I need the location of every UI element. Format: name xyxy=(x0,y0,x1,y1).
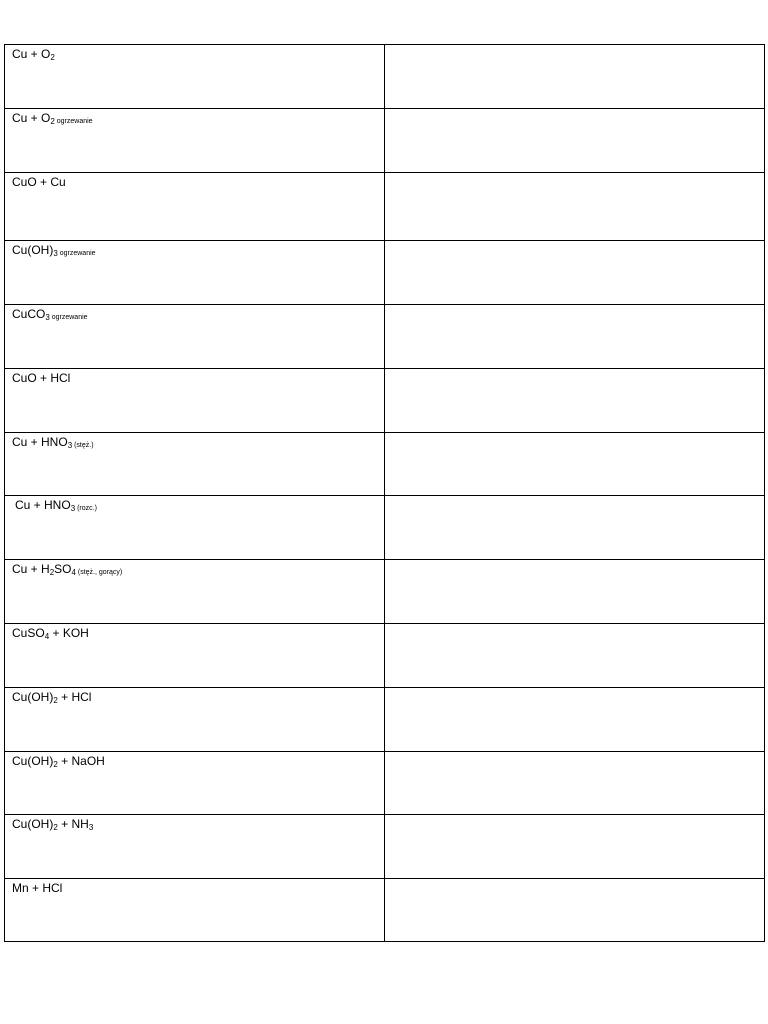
table-row xyxy=(5,369,765,433)
reaction-text: Cu(OH) xyxy=(12,817,54,831)
reaction-cell xyxy=(5,879,385,942)
reaction-text: Cu(OH) xyxy=(12,690,54,704)
subscript: 2 xyxy=(50,53,55,62)
answer-cell[interactable] xyxy=(385,241,765,305)
reaction-cell xyxy=(5,752,385,815)
reaction-text: Cu(OH) xyxy=(12,243,54,257)
reaction-text: CuSO xyxy=(12,626,45,640)
reaction-text: Cu(OH) xyxy=(12,754,54,768)
table-row xyxy=(5,560,765,624)
table-row xyxy=(5,624,765,688)
answer-cell[interactable] xyxy=(385,433,765,496)
table-row xyxy=(5,173,765,241)
subscript: 3 xyxy=(70,504,76,513)
condition-note: ogrzewanie xyxy=(54,118,93,125)
subscript: 2 xyxy=(49,568,55,577)
table-row xyxy=(5,752,765,815)
condition-note: (rozc.) xyxy=(75,505,97,512)
table-row xyxy=(5,688,765,752)
subscript: 2 xyxy=(50,117,55,126)
reaction-text: Cu + HNO xyxy=(15,498,71,512)
condition-note: (stęż.) xyxy=(72,442,94,449)
reaction-cell xyxy=(5,109,385,173)
reaction-text: + NH xyxy=(57,817,89,831)
reaction-text: + NaOH xyxy=(57,754,105,768)
reaction-text: CuCO xyxy=(12,307,46,321)
table-row xyxy=(5,109,765,173)
reaction-cell xyxy=(5,560,385,624)
subscript: 3 xyxy=(53,249,58,258)
subscript: 3 xyxy=(67,441,73,450)
subscript: 2 xyxy=(53,696,58,705)
reaction-text: SO xyxy=(54,562,72,576)
answer-cell[interactable] xyxy=(385,369,765,433)
reaction-cell xyxy=(5,624,385,688)
table-row xyxy=(5,496,765,560)
reaction-text: CuO + Cu xyxy=(12,175,66,189)
reaction-cell xyxy=(5,688,385,752)
subscript: 3 xyxy=(45,313,50,322)
answer-cell[interactable] xyxy=(385,173,765,241)
reaction-cell xyxy=(5,241,385,305)
answer-cell[interactable] xyxy=(385,45,765,109)
table-row xyxy=(5,879,765,942)
table-row xyxy=(5,305,765,369)
table-row xyxy=(5,433,765,496)
subscript: 4 xyxy=(71,568,76,577)
reaction-cell xyxy=(5,496,385,560)
reaction-cell xyxy=(5,173,385,241)
reaction-text: Cu + O xyxy=(12,111,51,125)
reaction-text: + HCl xyxy=(57,690,92,704)
answer-cell[interactable] xyxy=(385,624,765,688)
answer-cell[interactable] xyxy=(385,752,765,815)
reaction-text: + KOH xyxy=(49,626,89,640)
condition-note: ogrzewanie xyxy=(49,314,88,321)
table-row xyxy=(5,241,765,305)
subscript: 2 xyxy=(53,760,58,769)
answer-cell[interactable] xyxy=(385,815,765,879)
answer-cell[interactable] xyxy=(385,879,765,942)
subscript: 4 xyxy=(44,632,50,641)
reaction-cell xyxy=(5,433,385,496)
answer-cell[interactable] xyxy=(385,109,765,173)
reaction-text: Cu + O xyxy=(12,47,51,61)
reaction-text: Cu + H xyxy=(12,562,50,576)
reaction-cell xyxy=(5,369,385,433)
subscript: 3 xyxy=(88,823,94,832)
answer-cell[interactable] xyxy=(385,688,765,752)
condition-note: ogrzewanie xyxy=(57,250,96,257)
reaction-text: Mn + HCl xyxy=(12,881,63,895)
answer-cell[interactable] xyxy=(385,305,765,369)
table-row xyxy=(5,815,765,879)
answer-cell[interactable] xyxy=(385,496,765,560)
reaction-cell xyxy=(5,45,385,109)
reaction-text: CuO + HCl xyxy=(12,371,71,385)
subscript: 2 xyxy=(53,823,58,832)
reactions-table xyxy=(4,44,765,942)
answer-cell[interactable] xyxy=(385,560,765,624)
reaction-text: Cu + HNO xyxy=(12,435,68,449)
condition-note: (stęż., gorący) xyxy=(75,569,123,576)
table-row xyxy=(5,45,765,109)
reaction-cell xyxy=(5,815,385,879)
reaction-cell xyxy=(5,305,385,369)
